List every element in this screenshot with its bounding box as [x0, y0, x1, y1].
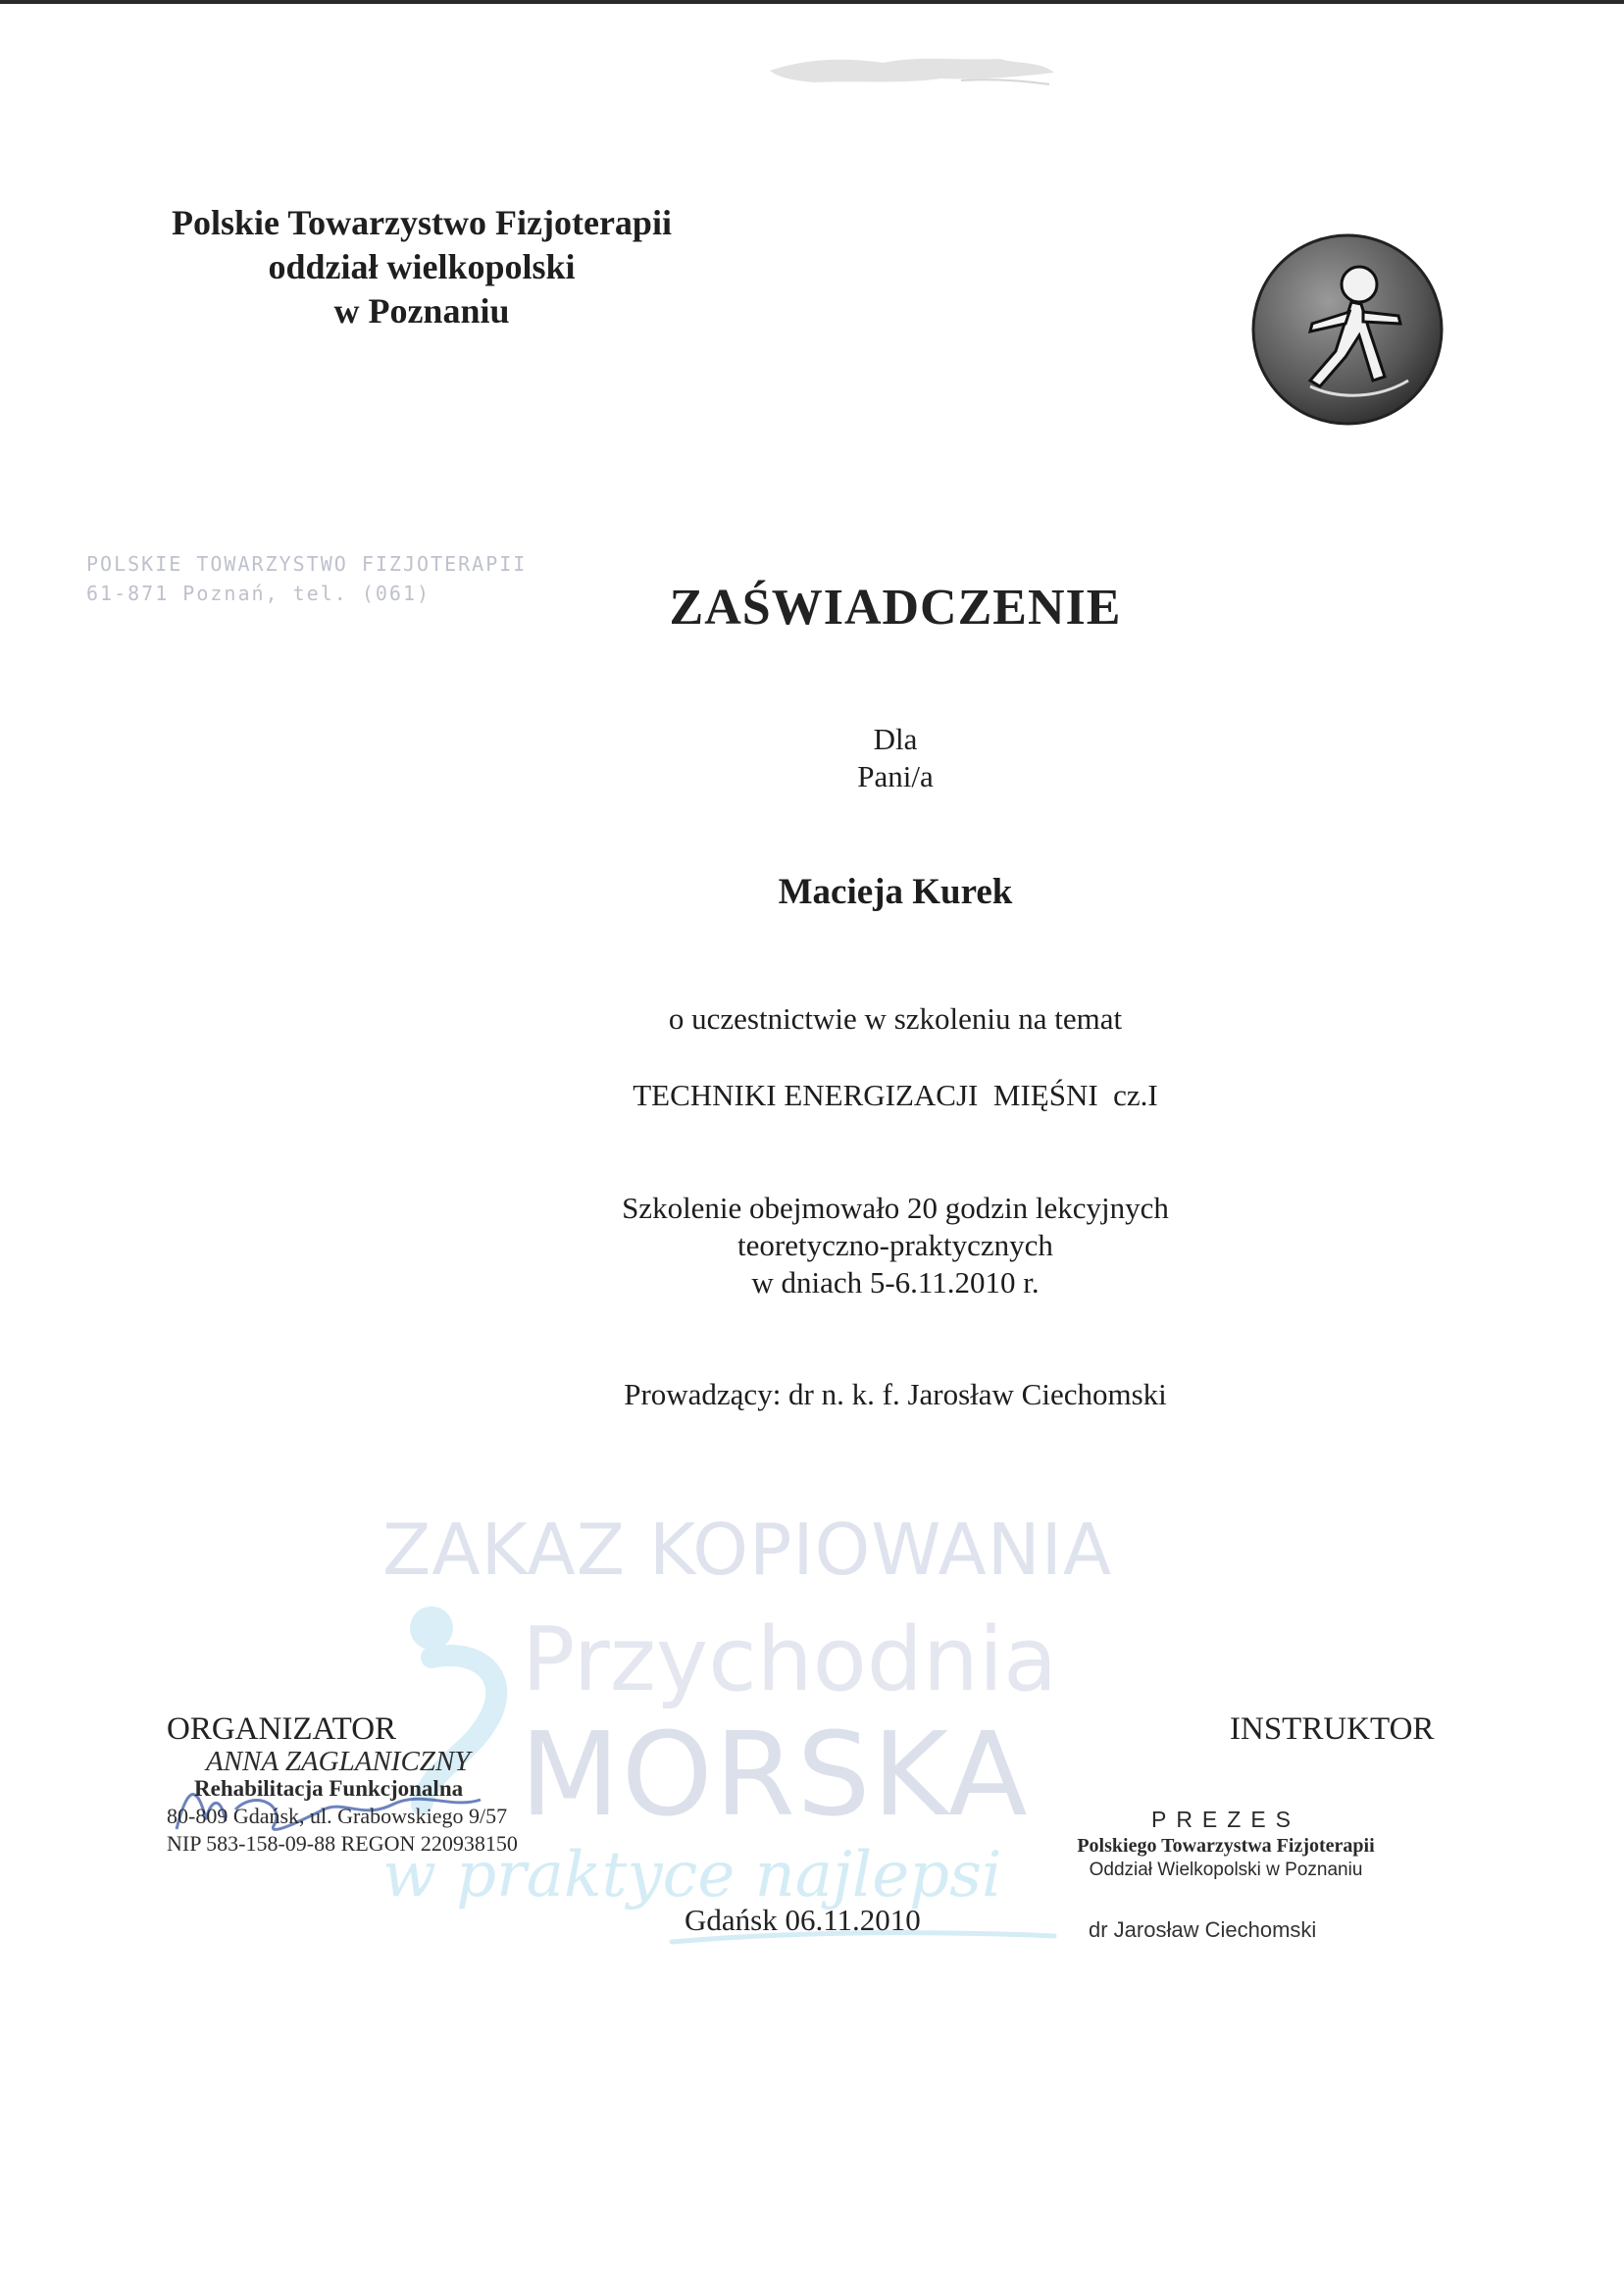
dates-line: w dniach 5-6.11.2010 r.: [751, 1265, 1040, 1300]
society-emblem-logo: [1251, 233, 1444, 426]
org-line-2: oddział wielkopolski: [268, 247, 576, 286]
organizer-company: Rehabilitacja Funkcjonalna: [194, 1776, 464, 1801]
faded-stamp-line-4: 61-871 Poznań, tel. (061): [86, 582, 431, 605]
organizer-person: ANNA ZAGLANICZNY: [206, 1746, 471, 1777]
scan-smudge: [765, 51, 1059, 90]
lecturer-line: Prowadzący: dr n. k. f. Jarosław Ciechomski: [624, 1377, 1167, 1411]
recipient-name: Macieja Kurek: [778, 872, 1013, 912]
watermark-brand-line-1: Przychodnia: [522, 1608, 1058, 1711]
instructor-label: INSTRUKTOR: [1230, 1711, 1435, 1747]
no-copying-watermark: ZAKAZ KOPIOWANIA: [382, 1508, 1113, 1591]
training-topic: TECHNIKI ENERGIZACJI MIĘŚNI cz.I: [633, 1078, 1158, 1112]
watermark-slogan: w praktyce najlepsi: [382, 1839, 1002, 1912]
scan-top-edge: [0, 0, 1624, 4]
organizer-address: 80-809 Gdańsk, ul. Grabowskiego 9/57: [167, 1804, 508, 1828]
president-society: Polskiego Towarzystwa Fizjoterapii: [1077, 1835, 1375, 1857]
org-line-3: w Poznaniu: [333, 291, 510, 331]
org-line-1: Polskie Towarzystwo Fizjoterapii: [172, 203, 672, 242]
president-stamp: [1040, 1807, 1412, 1881]
organizer-label: ORGANIZATOR: [167, 1711, 397, 1747]
for-label: Dla: [873, 722, 918, 756]
organizer-stamp: [167, 1748, 588, 1858]
watermark-brand-line-2: MORSKA: [520, 1707, 1030, 1842]
instructor-name: dr Jarosław Ciechomski: [1089, 1917, 1317, 1942]
president-branch: Oddział Wielkopolski w Poznaniu: [1089, 1860, 1363, 1880]
hours-line-2: teoretyczno-praktycznych: [737, 1228, 1053, 1262]
faded-stamp-line-1: POLSKIE TOWARZYSTWO FIZJOTERAPII: [86, 552, 528, 576]
place-and-date: Gdańsk 06.11.2010: [685, 1903, 921, 1937]
president-role: PREZES: [1150, 1807, 1301, 1832]
hours-line-1: Szkolenie obejmowało 20 godzin lekcyjnych: [622, 1191, 1169, 1225]
salutation: Pani/a: [857, 759, 934, 793]
organizer-ids: NIP 583-158-09-88 REGON 220938150: [167, 1831, 518, 1856]
organization-header: [127, 201, 716, 333]
certificate-title: ZAŚWIADCZENIE: [669, 580, 1122, 636]
participation-text: o uczestnictwie w szkoleniu na temat: [668, 1001, 1123, 1036]
